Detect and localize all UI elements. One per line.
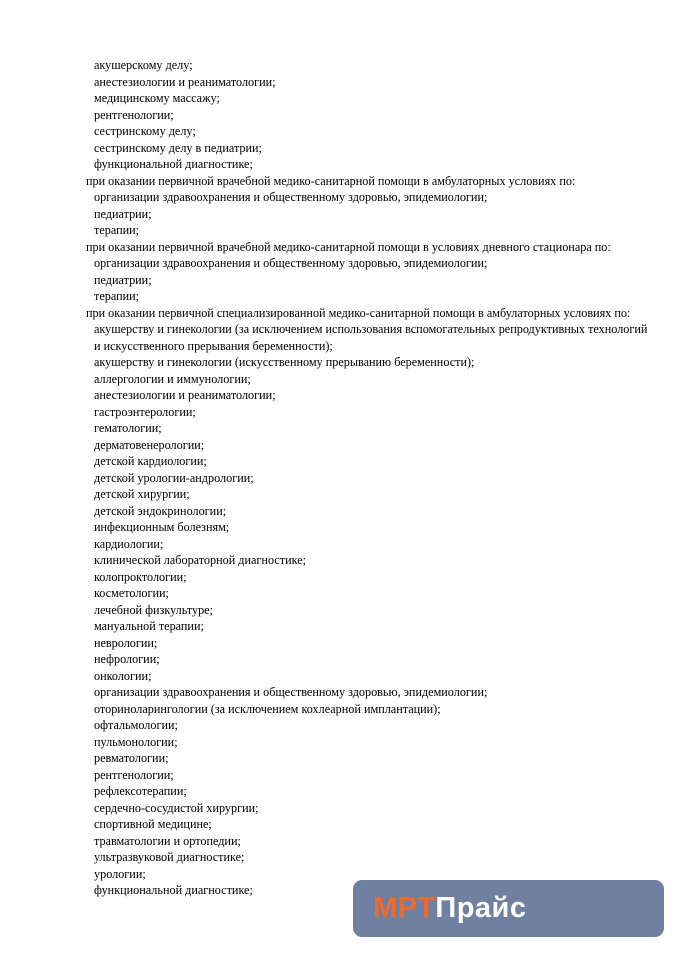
list-item: рентгенологии; (94, 107, 174, 122)
list-item: детской урологии-андрологии; (94, 470, 254, 485)
list-item: педиатрии; (94, 272, 152, 287)
list-item: клинической лабораторной диагностике; (94, 553, 307, 567)
list-item: анестезиологии и реаниматологии; (94, 388, 276, 402)
list-item: детской хирургии; (94, 487, 190, 501)
list-item: организации здравоохранения и общественному здоровью, эпидемиологии; (94, 256, 488, 270)
list-item: акушерству и гинекологии (искусственному прерыванию беременности); (94, 355, 475, 369)
list-item: организации здравоохранения и общественному здоровью, эпидемиологии; (94, 685, 488, 699)
list-item: инфекционным болезням; (94, 520, 230, 534)
list-item: неврологии; (94, 635, 158, 650)
list-item: медицинскому массажу; (94, 91, 220, 105)
list-item: гематологии; (94, 421, 162, 435)
list-item: сестринскому делу; (94, 124, 196, 138)
section-heading: при оказании первичной врачебной медико-санитарной помощи в условиях дневного стационара по: (86, 239, 611, 254)
list-item: аллергологии и иммунологии; (94, 371, 251, 386)
watermark-part-1: МРТ (373, 892, 436, 924)
list-item: акушерству и гинекологии (за исключением использования вспомогательных репродуктивных технологий и искусственного прерывания беременности); (94, 322, 648, 353)
list-item: рефлексотерапии; (94, 784, 187, 798)
list-item: детской эндокринологии; (94, 503, 227, 518)
list-item: терапии; (94, 289, 140, 303)
list-item: нефрологии; (94, 652, 160, 666)
watermark-part-2: Прайс (435, 892, 527, 924)
list-item: офтальмологии; (94, 718, 178, 732)
list-item: организации здравоохранения и общественному здоровью, эпидемиологии; (94, 190, 488, 204)
list-item: мануальной терапии; (94, 619, 204, 633)
document-text (80, 57, 650, 899)
list-item: колопроктологии; (94, 569, 187, 584)
list-item: пульмонологии; (94, 734, 178, 749)
section-heading: при оказании первичной специализированной медико-санитарной помощи в амбулаторных условиях по: (86, 305, 631, 320)
list-item: сердечно-сосудистой хирургии; (94, 800, 259, 815)
list-item: акушерскому делу; (94, 58, 193, 72)
list-item: функциональной диагностике; (94, 883, 253, 897)
list-item: педиатрии; (94, 206, 152, 221)
list-item: гастроэнтерологии; (94, 404, 196, 419)
list-item: рентгенологии; (94, 767, 174, 782)
list-item: урологии; (94, 866, 146, 881)
list-item: спортивной медицине; (94, 817, 212, 831)
list-item: дерматовенерологии; (94, 437, 205, 452)
list-item: онкологии; (94, 668, 152, 683)
list-item: функциональной диагностике; (94, 157, 253, 171)
list-item: оториноларингологии (за исключением кохлеарной имплантации); (94, 701, 441, 716)
section-heading: при оказании первичной врачебной медико-санитарной помощи в амбулаторных условиях по: (86, 173, 576, 188)
list-item: травматологии и ортопедии; (94, 833, 241, 848)
mrtprice-watermark (353, 880, 664, 937)
list-item: детской кардиологии; (94, 454, 207, 468)
list-item: косметологии; (94, 586, 169, 600)
list-item: лечебной физкультуре; (94, 602, 213, 617)
list-item: кардиологии; (94, 536, 164, 551)
list-item: анестезиологии и реаниматологии; (94, 74, 276, 89)
list-item: ревматологии; (94, 751, 169, 765)
list-item: ультразвуковой диагностике; (94, 850, 245, 864)
list-item: сестринскому делу в педиатрии; (94, 140, 262, 155)
list-item: терапии; (94, 223, 140, 237)
